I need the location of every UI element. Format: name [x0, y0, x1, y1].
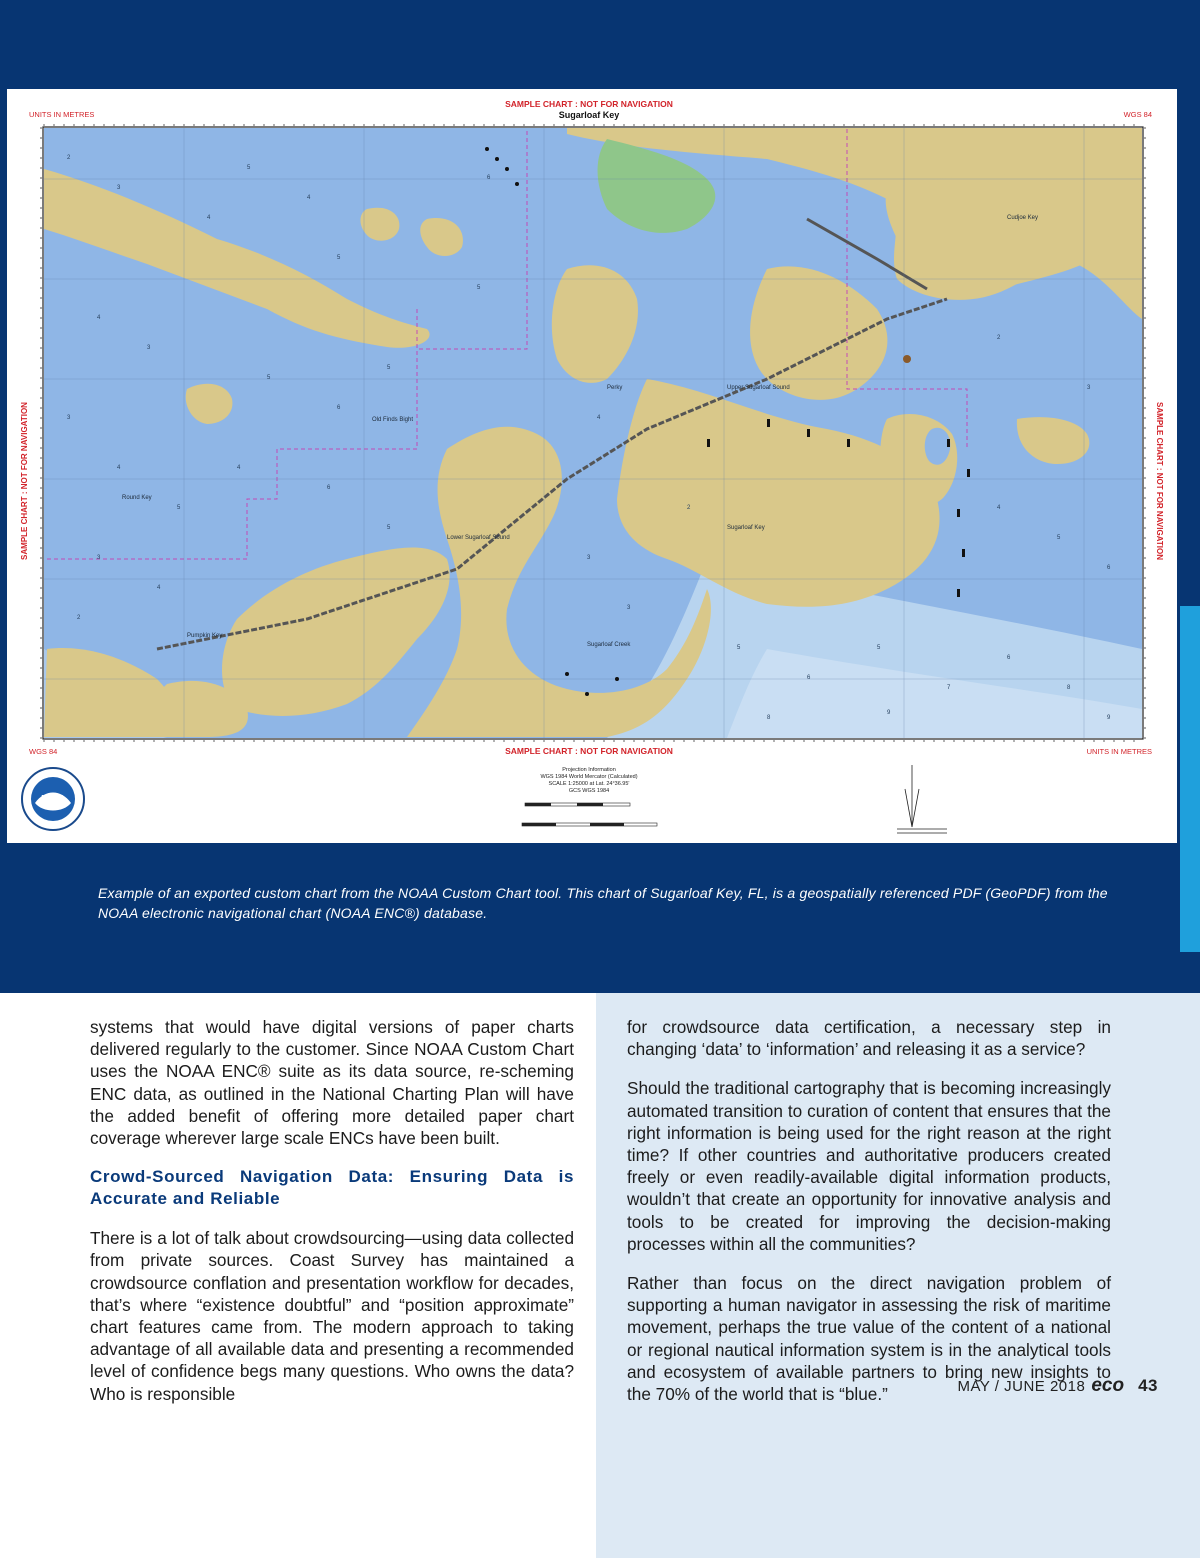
svg-text:2: 2: [77, 615, 81, 621]
svg-text:5: 5: [1057, 535, 1061, 541]
svg-text:3: 3: [97, 555, 101, 561]
place-name: Pumpkin Key: [187, 633, 223, 639]
svg-text:6: 6: [487, 175, 491, 181]
svg-text:4: 4: [237, 465, 241, 471]
svg-text:2: 2: [997, 335, 1001, 341]
svg-text:5: 5: [477, 285, 481, 291]
scale-bars: [522, 803, 657, 826]
svg-text:5: 5: [387, 365, 391, 371]
section-heading: Crowd-Sourced Navigation Data: Ensuring Data is Accurate and Reliable: [90, 1167, 574, 1209]
projection-line-2: SCALE 1:25000 at Lat. 24°36.95': [548, 781, 630, 787]
chart-header-notice: SAMPLE CHART : NOT FOR NAVIGATION: [505, 99, 673, 109]
chart-side-notice-left: SAMPLE CHART : NOT FOR NAVIGATION: [20, 402, 29, 560]
article-left-column: [90, 1016, 574, 1422]
svg-text:3: 3: [1087, 385, 1091, 391]
nautical-chart-figure: [7, 89, 1177, 843]
article-paragraph: Should the traditional cartography that is becoming increasingly automated transition to curation of content that ensures that the right information is being used for the right reason at the right time? If other countries and authoritative producers created freely or even readily-available digital information products, wouldn’t that create an opportunity for innovative analysis and tools to be created for improving the decision-making processes within all the communities?: [627, 1078, 1111, 1254]
place-name: Lower Sugarloaf Sound: [447, 535, 510, 541]
place-name: Sugarloaf Key: [727, 525, 765, 531]
svg-text:4: 4: [597, 415, 601, 421]
place-name: Round Key: [122, 495, 152, 501]
projection-line-3: GCS WGS 1984: [568, 788, 610, 794]
svg-text:4: 4: [157, 585, 161, 591]
article-paragraph: systems that would have digital versions of paper charts delivered regularly to the customer. Since NOAA Custom Chart uses the NOAA ENC® suite as its data source, re-scheming ENC data, as outlined in the National Charting Plan will have the added benefit of offering more detailed paper chart coverage wherever large scale ENCs have been built.: [90, 1017, 574, 1149]
svg-text:6: 6: [807, 675, 811, 681]
magazine-logo: eco: [1091, 1375, 1125, 1396]
svg-text:5: 5: [387, 525, 391, 531]
place-name: Sugarloaf Creek: [587, 642, 631, 648]
svg-text:5: 5: [177, 505, 181, 511]
svg-text:3: 3: [117, 185, 121, 191]
svg-text:3: 3: [627, 605, 631, 611]
article-paragraph: There is a lot of talk about crowdsourcing—using data collected from private sources. Coast Survey has maintained a crowdsource conflation and presentation workflow for decades, that’s where “existence doubtful” and “position approximate” chart features came from. The modern approach to taking advantage of all available data and presenting a recommended level of confidence begs many questions. Who owns the data? Who is responsible: [90, 1228, 574, 1404]
page-footer: [957, 1375, 1158, 1397]
svg-text:6: 6: [337, 405, 341, 411]
svg-text:4: 4: [997, 505, 1001, 511]
svg-text:4: 4: [307, 195, 311, 201]
article-right-column: [627, 1016, 1111, 1422]
svg-text:3: 3: [587, 555, 591, 561]
declination-diagram: [897, 765, 947, 833]
svg-text:4: 4: [97, 315, 101, 321]
svg-text:6: 6: [327, 485, 331, 491]
svg-text:5: 5: [737, 645, 741, 651]
chart-datum-label-bottom: WGS 84: [29, 747, 58, 756]
figure-caption: Example of an exported custom chart from the NOAA Custom Chart tool. This chart of Sugarloaf Key, FL, is a geospatially referenced PDF (GeoPDF) from the NOAA electronic navigational chart (NOAA ENC®) database.: [98, 885, 1108, 921]
svg-text:3: 3: [67, 415, 71, 421]
place-name: Perky: [607, 385, 623, 391]
chart-units-label-top: UNITS IN METRES: [29, 110, 95, 119]
svg-text:9: 9: [1107, 715, 1111, 721]
svg-text:5: 5: [247, 165, 251, 171]
chart-footer-notice: SAMPLE CHART : NOT FOR NAVIGATION: [505, 746, 673, 756]
article-paragraph: Rather than focus on the direct navigation problem of supporting a human navigator in assessing the risk of maritime movement, perhaps the true value of the content of a national or regional nautical information system is in the analytical tools and ecosystem of available partners to bring new insights to the 70% of the world that is “blue.”: [627, 1273, 1111, 1405]
nautical-chart-svg: [7, 89, 1177, 843]
svg-text:8: 8: [1067, 685, 1071, 691]
place-name: Old Finds Bight: [372, 417, 414, 423]
svg-text:8: 8: [767, 715, 771, 721]
noaa-logo-text: NOAA: [41, 794, 65, 803]
article-paragraph: for crowdsource data certification, a necessary step in changing ‘data’ to ‘information’ and releasing it as a service?: [627, 1017, 1111, 1060]
side-accent-tab: [1180, 606, 1200, 952]
chart-title: Sugarloaf Key: [558, 110, 620, 120]
projection-heading: Projection Information: [562, 767, 616, 773]
svg-text:4: 4: [207, 215, 211, 221]
chart-units-label-bottom: UNITS IN METRES: [1086, 747, 1152, 756]
svg-text:5: 5: [267, 375, 271, 381]
svg-text:5: 5: [877, 645, 881, 651]
svg-text:4: 4: [117, 465, 121, 471]
svg-text:3: 3: [147, 345, 151, 351]
svg-text:7: 7: [947, 685, 951, 691]
svg-text:9: 9: [887, 710, 891, 716]
svg-text:6: 6: [1107, 565, 1111, 571]
noaa-logo: [22, 768, 84, 830]
place-name: Upper Sugarloaf Sound: [727, 385, 790, 391]
chart-map-area: [44, 128, 1142, 738]
svg-text:2: 2: [687, 505, 691, 511]
issue-date: MAY / JUNE 2018: [957, 1378, 1086, 1395]
svg-text:5: 5: [337, 255, 341, 261]
chart-datum-label-top: WGS 84: [1123, 110, 1152, 119]
place-name: Cudjoe Key: [1007, 215, 1039, 221]
projection-line-1: WGS 1984 World Mercator (Calculated): [540, 774, 638, 780]
page-number: 43: [1138, 1376, 1158, 1395]
svg-text:2: 2: [67, 155, 71, 161]
svg-text:6: 6: [1007, 655, 1011, 661]
chart-side-notice-right: SAMPLE CHART : NOT FOR NAVIGATION: [1155, 402, 1164, 560]
